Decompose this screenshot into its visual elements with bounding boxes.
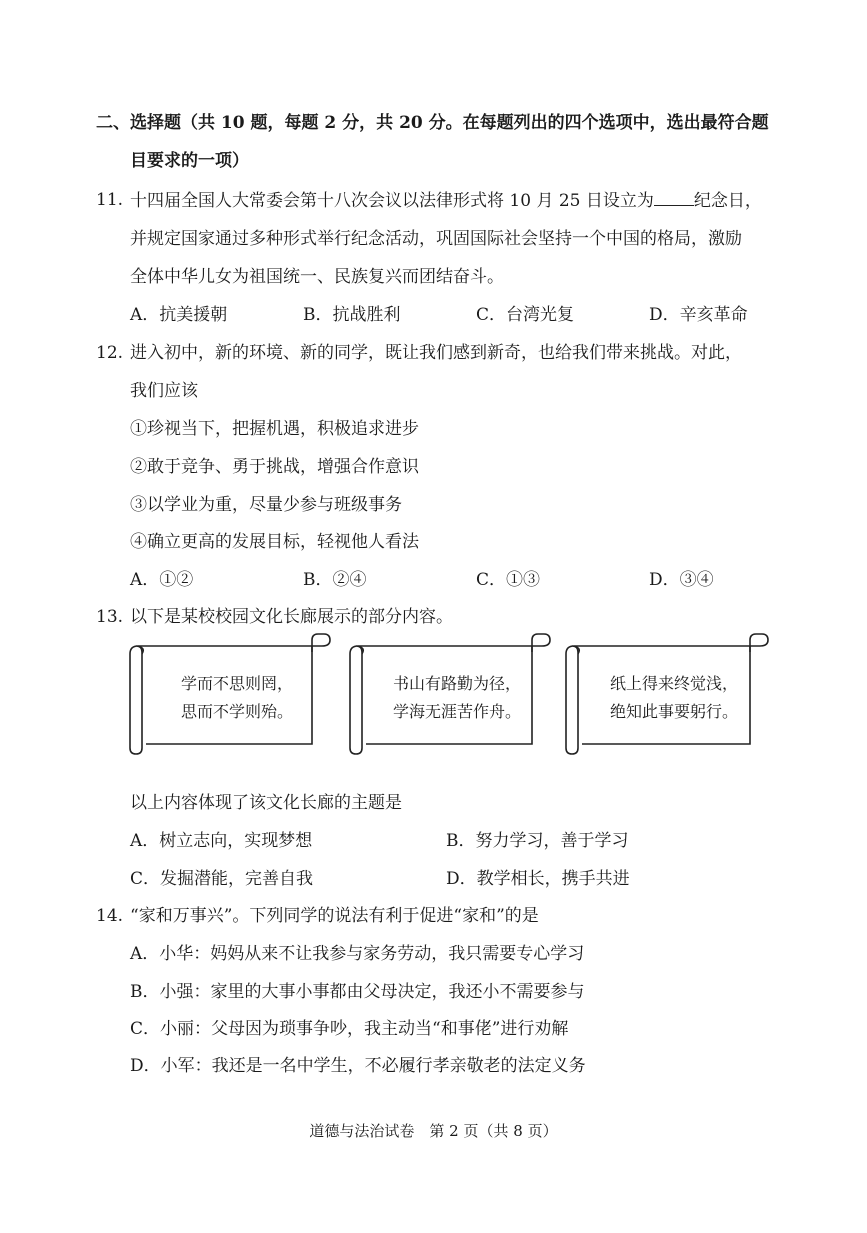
question-13-option-c: C．发掘潜能，完善自我 [130,869,314,889]
question-12-item-2: ②敢于竞争、勇于挑战，增强合作意识 [130,457,419,477]
question-12-number: 12. [96,343,124,363]
question-11-option-b: B．抗战胜利 [303,305,401,325]
question-14-option-b: B．小强：家里的大事小事都由父母决定，我还小不需要参与 [130,982,585,1002]
question-12-option-c: C．①③ [476,570,541,590]
section-title-line2: 目要求的一项） [130,151,249,171]
question-11-option-c: C．台湾光复 [476,305,575,325]
question-12-line1: 进入初中，新的环境、新的同学，既让我们感到新奇，也给我们带来挑战。对此， [130,343,742,363]
question-12-option-d: D．③④ [649,570,714,590]
question-11-line3: 全体中华儿女为祖国统一、民族复兴而团结奋斗。 [130,267,504,287]
scroll-1-line2: 思而不学则殆。 [180,702,293,721]
scroll-2-line1: 书山有路勤为径， [392,674,521,693]
question-12-item-3: ③以学业为重，尽量少参与班级事务 [130,495,402,515]
question-14-option-d: D．小军：我还是一名中学生，不必履行孝亲敬老的法定义务 [130,1056,586,1076]
question-11-number: 11. [96,190,124,210]
section-title-line1: 二、选择题（共 10 题，每题 2 分，共 20 分。在每题列出的四个选项中，选出最符合题 [96,113,769,133]
question-13-option-b: B．努力学习，善于学习 [446,831,629,851]
scroll-1-line1: 学而不思则罔， [180,674,293,693]
question-13-question: 以上内容体现了该文化长廊的主题是 [130,793,402,813]
question-12-item-1: ①珍视当下，把握机遇，积极追求进步 [130,419,419,439]
page-footer: 道德与法治试卷 第 2 页（共 8 页） [309,1122,558,1140]
quote-scroll-3 [562,632,770,756]
question-12-line2: 我们应该 [130,381,198,401]
question-12-option-b: B．②④ [303,570,367,590]
question-13-number: 13. [96,607,124,627]
scroll-3-line2: 绝知此事要躬行。 [609,702,738,721]
question-13-option-a: A．树立志向，实现梦想 [130,831,313,851]
scroll-3-line1: 纸上得来终觉浅， [609,674,738,693]
question-12-option-a: A．①② [130,570,194,590]
scroll-2-line2: 学海无涯苦作舟。 [392,702,521,721]
quote-scroll-1 [126,632,332,756]
question-14-stem: “家和万事兴”。下列同学的说法有利于促进“家和”的是 [130,906,539,926]
question-11-option-d: D．辛亥革命 [649,305,748,325]
question-11-line1-text-b: 纪念日， [693,191,762,211]
question-11-line1 [130,189,762,212]
answer-blank [654,189,694,206]
question-11-line2: 并规定国家通过多种形式举行纪念活动，巩固国际社会坚持一个中国的格局，激励 [130,229,742,249]
question-11-line1-text-a: 十四届全国人大常委会第十八次会议以法律形式将 10 月 25 日设立为 [130,191,654,211]
question-12-item-4: ④确立更高的发展目标，轻视他人看法 [130,532,419,552]
question-11-option-a: A．抗美援朝 [130,305,228,325]
question-14-option-c: C．小丽：父母因为琐事争吵，我主动当“和事佬”进行劝解 [130,1019,569,1039]
question-14-number: 14. [96,906,124,926]
question-13-stem: 以下是某校校园文化长廊展示的部分内容。 [130,607,453,627]
quote-scroll-2 [346,632,552,756]
question-14-option-a: A．小华：妈妈从来不让我参与家务劳动，我只需要专心学习 [130,944,585,964]
question-13-option-d: D．教学相长，携手共进 [446,869,630,889]
